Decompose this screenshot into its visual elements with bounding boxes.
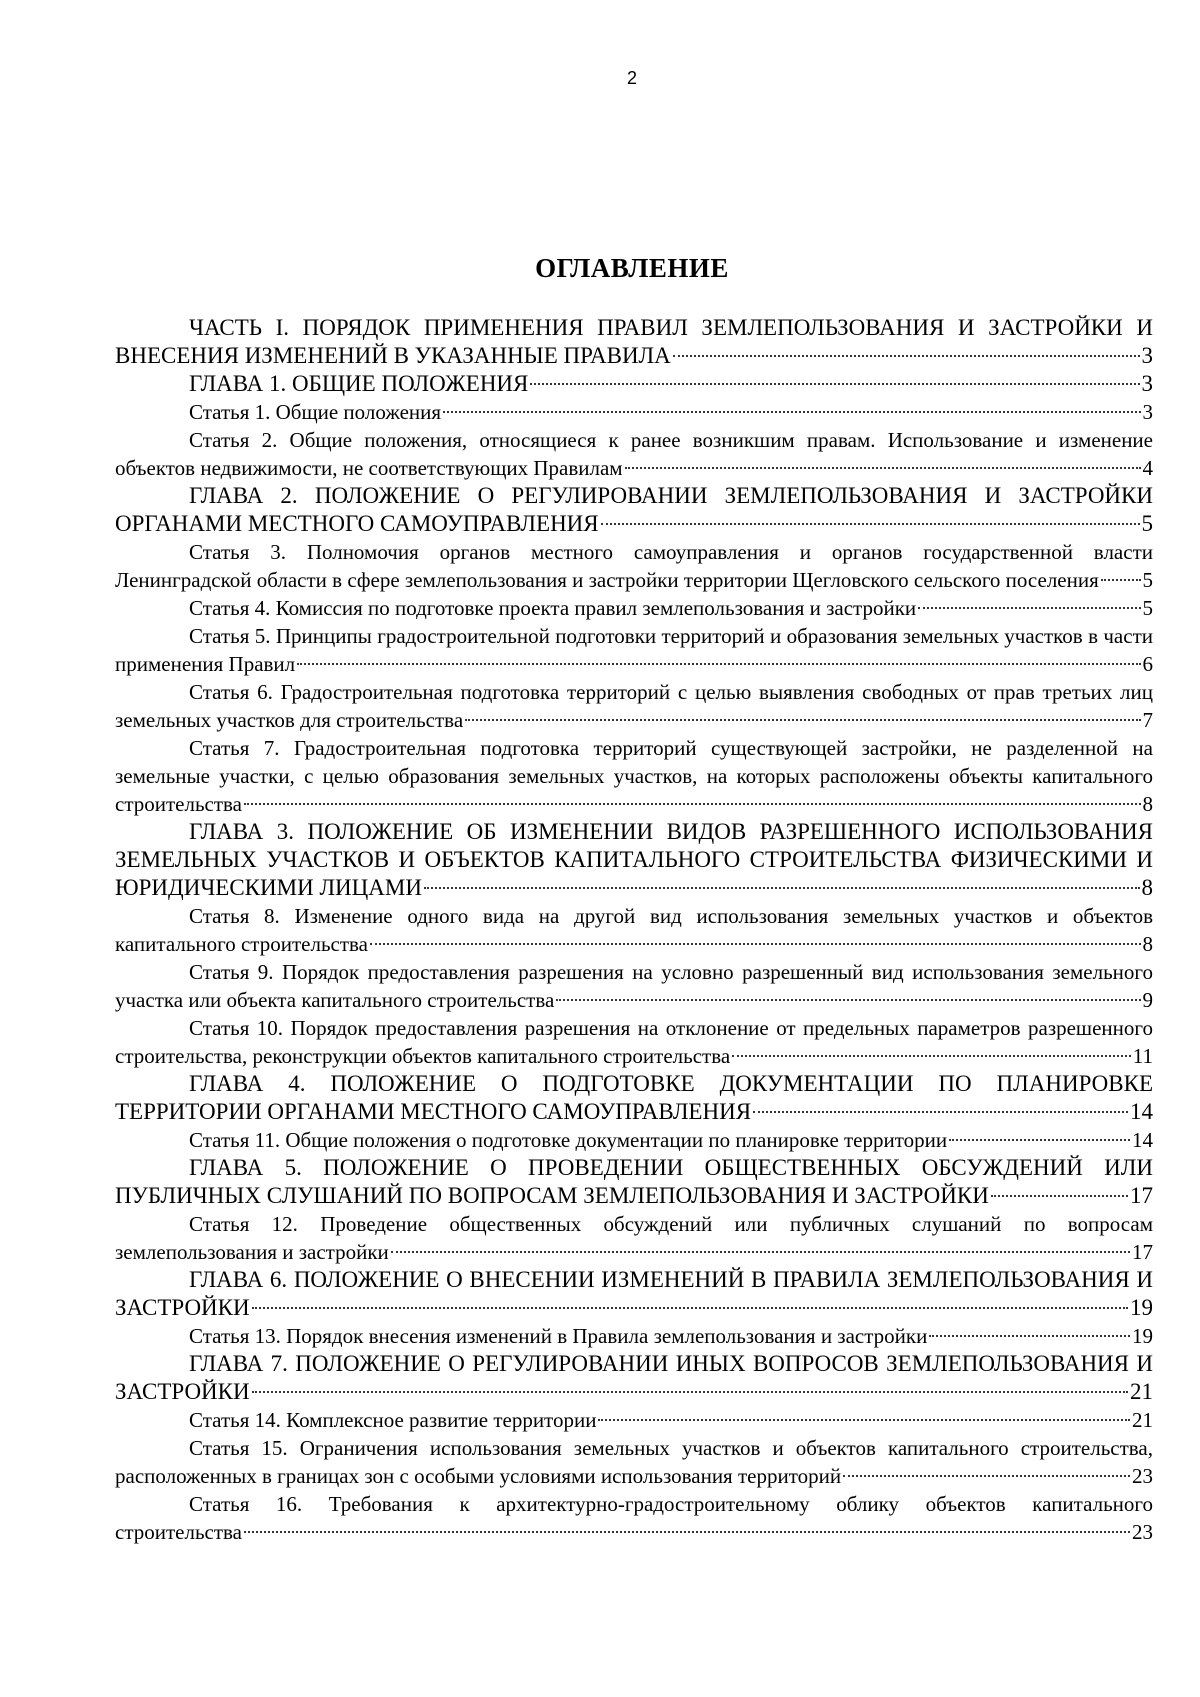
toc-entry-article xyxy=(115,426,1153,482)
toc-page-number: 9 xyxy=(1142,988,1153,1012)
toc-page-number: 21 xyxy=(1130,1379,1153,1404)
toc-entry-last-line xyxy=(115,1182,1153,1210)
toc-page-number: 3 xyxy=(1141,371,1153,396)
toc-entry-title: Статья 13. Порядок внесения изменений в Правила землепользования и застройки xyxy=(189,1324,928,1348)
toc-entry-title: капитального строительства xyxy=(115,932,368,956)
toc-entry-title: строительства xyxy=(115,1520,243,1544)
dotted-leader xyxy=(443,411,1140,413)
dotted-leader xyxy=(391,1251,1130,1253)
dotted-leader xyxy=(991,1195,1128,1197)
toc-entry-text: Статья 5. Принципы градостроительной подготовки территорий и образования земельных участков в части xyxy=(189,624,1153,648)
toc-page-number: 17 xyxy=(1130,1183,1153,1208)
dotted-leader xyxy=(370,943,1141,945)
toc-page-number: 17 xyxy=(1132,1240,1153,1264)
toc-page-number: 23 xyxy=(1132,1520,1153,1544)
toc-entry-text: ГЛАВА 5. ПОЛОЖЕНИЕ О ПРОВЕДЕНИИ ОБЩЕСТВЕННЫХ ОБСУЖДЕНИЙ ИЛИ xyxy=(189,1155,1153,1180)
toc-entry-title: Статья 11. Общие положения о подготовке документации по планировке территории xyxy=(189,1128,948,1152)
dotted-leader xyxy=(424,887,1140,889)
toc-entry-text: Статья 8. Изменение одного вида на другой вид использования земельных участков и объектов xyxy=(189,904,1153,928)
toc-entry-last-line xyxy=(115,566,1153,594)
toc-entry-text: Статья 7. Градостроительная подготовка территорий существующей застройки, не разделенной на земельные участки, с целью образования земельных участков, на которых расположены объекты капитального xyxy=(115,736,1153,788)
toc-page-number: 5 xyxy=(1141,511,1153,536)
dotted-leader xyxy=(252,1307,1128,1309)
toc-entry-article xyxy=(115,678,1153,734)
toc-page-number: 5 xyxy=(1142,596,1153,620)
toc-entry-last-line xyxy=(115,986,1153,1014)
toc-entry-title: Статья 1. Общие положения xyxy=(189,400,442,424)
toc-entry-chapter xyxy=(115,1350,1153,1406)
dotted-leader xyxy=(949,1139,1130,1141)
dotted-leader xyxy=(556,999,1140,1001)
toc-entry-last-line xyxy=(115,874,1153,902)
toc-entry-last-line xyxy=(115,1098,1153,1126)
dotted-leader xyxy=(929,1335,1130,1337)
dotted-leader xyxy=(244,803,1140,805)
toc-page-number: 3 xyxy=(1142,400,1153,424)
toc-entry-last-line xyxy=(115,1378,1153,1406)
dotted-leader xyxy=(673,355,1140,357)
toc-entry-last-line xyxy=(115,370,1153,398)
toc-page-number: 8 xyxy=(1142,932,1153,956)
page-number: 2 xyxy=(626,68,637,88)
toc-page-number: 19 xyxy=(1132,1324,1153,1348)
toc-entry-text: ГЛАВА 7. ПОЛОЖЕНИЕ О РЕГУЛИРОВАНИИ ИНЫХ ВОПРОСОВ ЗЕМЛЕПОЛЬЗОВАНИЯ И xyxy=(189,1351,1153,1376)
toc-entry-article xyxy=(115,958,1153,1014)
dotted-leader xyxy=(465,719,1140,721)
toc-entry-title: ПУБЛИЧНЫХ СЛУШАНИЙ ПО ВОПРОСАМ ЗЕМЛЕПОЛЬЗОВАНИЯ И ЗАСТРОЙКИ xyxy=(115,1183,989,1208)
dotted-leader xyxy=(598,1419,1130,1421)
toc-entry-article xyxy=(115,1014,1153,1070)
toc-entry-chapter xyxy=(115,314,1153,370)
toc-entry-text: Статья 16. Требования к архитектурно-градостроительному облику объектов капитального xyxy=(189,1492,1153,1516)
toc-entry-article xyxy=(115,398,1153,426)
toc-entry-last-line xyxy=(115,650,1153,678)
toc-page-number: 14 xyxy=(1132,1128,1153,1152)
toc-entry-text: Статья 6. Градостроительная подготовка территорий с целью выявления свободных от прав третьих лиц xyxy=(189,680,1153,704)
toc-entry-chapter xyxy=(115,370,1153,398)
toc-page-number: 14 xyxy=(1130,1099,1153,1124)
toc-entry-article xyxy=(115,1322,1153,1350)
dotted-leader xyxy=(244,1531,1130,1533)
dotted-leader xyxy=(918,607,1140,609)
toc-page-number: 8 xyxy=(1141,875,1153,900)
toc-entry-title: ЗАСТРОЙКИ xyxy=(115,1295,250,1320)
toc-entry-title: строительства xyxy=(115,792,243,816)
toc-entry-last-line xyxy=(115,1294,1153,1322)
toc-entry-article xyxy=(115,1210,1153,1266)
toc-entry-title: Статья 4. Комиссия по подготовке проекта правил землепользования и застройки xyxy=(189,596,917,620)
toc-page-number: 5 xyxy=(1142,568,1153,592)
table-of-contents xyxy=(115,314,1153,1546)
toc-page-number: 3 xyxy=(1141,343,1153,368)
toc-entry-last-line xyxy=(115,1406,1153,1434)
toc-entry-title: землепользования и застройки xyxy=(115,1240,389,1264)
toc-entry-title: ЮРИДИЧЕСКИМИ ЛИЦАМИ xyxy=(115,875,422,900)
toc-entry-title: участка или объекта капитального строительства xyxy=(115,988,555,1012)
toc-entry-text: ГЛАВА 3. ПОЛОЖЕНИЕ ОБ ИЗМЕНЕНИИ ВИДОВ РАЗРЕШЕННОГО ИСПОЛЬЗОВАНИЯ ЗЕМЕЛЬНЫХ УЧАСТКОВ И ОБЪЕКТОВ КАПИТАЛЬНОГО СТРОИТЕЛЬСТВА ФИЗИЧЕСКИМИ И xyxy=(115,819,1153,872)
toc-title: ОГЛАВЛЕНИЕ xyxy=(535,253,729,283)
toc-entry-chapter xyxy=(115,1070,1153,1126)
toc-entry-text: ГЛАВА 2. ПОЛОЖЕНИЕ О РЕГУЛИРОВАНИИ ЗЕМЛЕПОЛЬЗОВАНИЯ И ЗАСТРОЙКИ xyxy=(189,483,1153,508)
toc-page-number: 8 xyxy=(1142,792,1153,816)
toc-entry-last-line xyxy=(115,342,1153,370)
toc-entry-article xyxy=(115,1126,1153,1154)
toc-entry-text: Статья 2. Общие положения, относящиеся к ранее возникшим правам. Использование и изменение xyxy=(189,428,1153,452)
dotted-leader xyxy=(732,1055,1131,1057)
toc-entry-text: Статья 10. Порядок предоставления разрешения на отклонение от предельных параметров разрешенного xyxy=(189,1016,1153,1040)
toc-entry-last-line xyxy=(115,398,1153,426)
toc-entry-last-line xyxy=(115,930,1153,958)
toc-entry-last-line xyxy=(115,706,1153,734)
toc-entry-title: земельных участков для строительства xyxy=(115,708,464,732)
toc-entry-article xyxy=(115,1406,1153,1434)
toc-entry-last-line xyxy=(115,1518,1153,1546)
dotted-leader xyxy=(625,467,1141,469)
toc-entry-last-line xyxy=(115,1042,1153,1070)
toc-entry-title: расположенных в границах зон с особыми условиями использования территорий xyxy=(115,1464,842,1488)
toc-entry-title: ГЛАВА 1. ОБЩИЕ ПОЛОЖЕНИЯ xyxy=(189,371,529,396)
toc-entry-article xyxy=(115,1434,1153,1490)
dotted-leader xyxy=(843,1475,1130,1477)
toc-entry-text: Статья 15. Ограничения использования земельных участков и объектов капитального строительства, xyxy=(189,1436,1153,1460)
dotted-leader xyxy=(252,1391,1128,1393)
toc-entry-article xyxy=(115,1490,1153,1546)
toc-entry-title: ТЕРРИТОРИИ ОРГАНАМИ МЕСТНОГО САМОУПРАВЛЕНИЯ xyxy=(115,1099,752,1124)
toc-entry-article xyxy=(115,734,1153,818)
toc-entry-text: ГЛАВА 6. ПОЛОЖЕНИЕ О ВНЕСЕНИИ ИЗМЕНЕНИЙ В ПРАВИЛА ЗЕМЛЕПОЛЬЗОВАНИЯ И xyxy=(189,1267,1153,1292)
toc-page-number: 6 xyxy=(1142,652,1153,676)
toc-entry-text: ЧАСТЬ I. ПОРЯДОК ПРИМЕНЕНИЯ ПРАВИЛ ЗЕМЛЕПОЛЬЗОВАНИЯ И ЗАСТРОЙКИ И xyxy=(189,315,1153,340)
toc-entry-article xyxy=(115,538,1153,594)
toc-entry-text: ГЛАВА 4. ПОЛОЖЕНИЕ О ПОДГОТОВКЕ ДОКУМЕНТАЦИИ ПО ПЛАНИРОВКЕ xyxy=(189,1071,1153,1096)
dotted-leader xyxy=(297,663,1140,665)
toc-page-number: 11 xyxy=(1132,1044,1153,1068)
toc-entry-last-line xyxy=(115,790,1153,818)
toc-entry-last-line xyxy=(115,510,1153,538)
toc-entry-article xyxy=(115,902,1153,958)
toc-entry-text: Статья 3. Полномочия органов местного самоуправления и органов государственной власти xyxy=(189,540,1153,564)
dotted-leader xyxy=(530,383,1139,385)
dotted-leader xyxy=(1101,579,1141,581)
toc-entry-title: применения Правил xyxy=(115,652,296,676)
toc-entry-last-line xyxy=(115,594,1153,622)
toc-entry-title: строительства, реконструкции объектов капитального строительства xyxy=(115,1044,731,1068)
toc-entry-title: ЗАСТРОЙКИ xyxy=(115,1379,250,1404)
toc-entry-last-line xyxy=(115,1462,1153,1490)
toc-entry-title: объектов недвижимости, не соответствующих Правилам xyxy=(115,456,623,480)
toc-entry-text: Статья 12. Проведение общественных обсуждений или публичных слушаний по вопросам xyxy=(189,1212,1153,1236)
dotted-leader xyxy=(753,1111,1128,1113)
toc-entry-article xyxy=(115,622,1153,678)
toc-entry-last-line xyxy=(115,1238,1153,1266)
toc-page-number: 21 xyxy=(1132,1408,1153,1432)
toc-entry-title: Статья 14. Комплексное развитие территории xyxy=(189,1408,597,1432)
toc-page-number: 4 xyxy=(1142,456,1153,480)
toc-entry-title: Ленинградской области в сфере землепользования и застройки территории Щегловского сельского поселения xyxy=(115,568,1099,592)
toc-entry-chapter xyxy=(115,1266,1153,1322)
toc-page-number: 23 xyxy=(1132,1464,1153,1488)
toc-entry-last-line xyxy=(115,1126,1153,1154)
toc-entry-chapter xyxy=(115,482,1153,538)
toc-entry-last-line xyxy=(115,454,1153,482)
toc-page-number: 7 xyxy=(1142,708,1153,732)
toc-entry-title: ОРГАНАМИ МЕСТНОГО САМОУПРАВЛЕНИЯ xyxy=(115,511,599,536)
toc-entry-title: ВНЕСЕНИЯ ИЗМЕНЕНИЙ В УКАЗАННЫЕ ПРАВИЛА xyxy=(115,343,671,368)
toc-page-number: 19 xyxy=(1130,1295,1153,1320)
toc-entry-last-line xyxy=(115,1322,1153,1350)
dotted-leader xyxy=(601,523,1140,525)
toc-entry-chapter xyxy=(115,1154,1153,1210)
toc-entry-article xyxy=(115,594,1153,622)
toc-entry-chapter xyxy=(115,818,1153,902)
toc-entry-text: Статья 9. Порядок предоставления разрешения на условно разрешенный вид использования земельного xyxy=(189,960,1153,984)
